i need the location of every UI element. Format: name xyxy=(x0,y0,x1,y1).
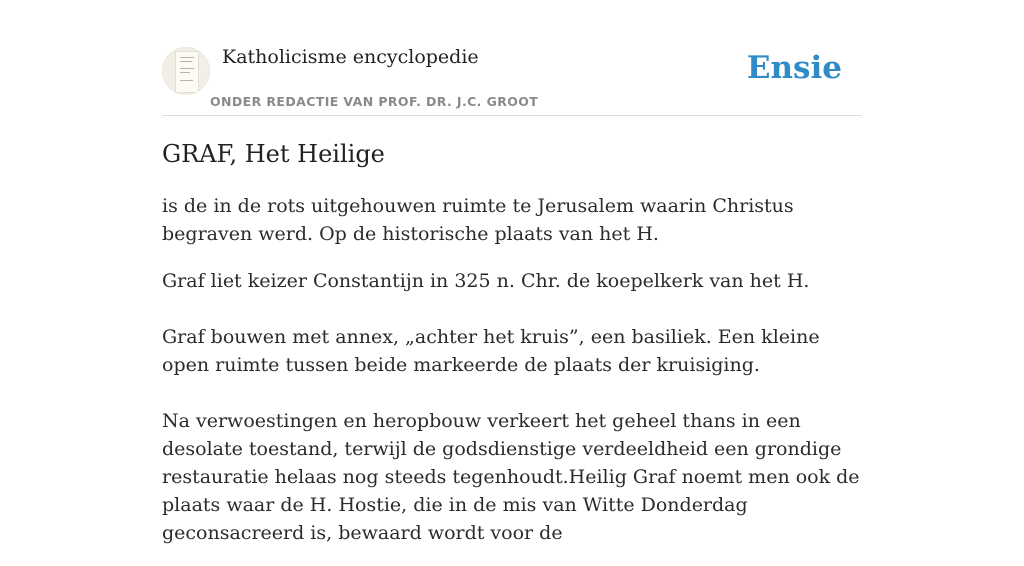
source-title[interactable]: Katholicisme encyclopedie xyxy=(222,46,479,68)
entry-paragraph: Graf bouwen met annex, „achter het kruis”, een basiliek. Een kleine open ruimte tussen beide markeerde de plaats der kruisiging. xyxy=(162,326,820,376)
book-cover-thumbnail[interactable] xyxy=(162,47,210,95)
brand-logo-link[interactable]: Ensie xyxy=(746,50,842,86)
book-cover-page xyxy=(175,51,199,93)
entry-paragraph: Na verwoestingen en heropbouw verkeert het geheel thans in een desolate toestand, terwijl de godsdienstige verdeeldheid een grondige restauratie helaas nog steeds tegenhoudt.Heilig Graf noemt men ook de plaats waar de H. Hostie, die in de mis van Witte Donderdag geconsacreerd is, bewaard wordt voor de xyxy=(162,410,860,544)
source-subtitle: ONDER REDACTIE VAN PROF. DR. J.C. GROOT xyxy=(210,94,539,109)
entry-body xyxy=(162,192,862,566)
entry-paragraph: Graf liet keizer Constantijn in 325 n. Chr. de koepelkerk van het H. xyxy=(162,270,810,292)
header xyxy=(162,44,862,116)
entry-paragraph: is de in de rots uitgehouwen ruimte te Jerusalem waarin Christus begraven werd. Op de historische plaats van het H. xyxy=(162,195,794,245)
entry-title: GRAF, Het Heilige xyxy=(162,140,385,168)
